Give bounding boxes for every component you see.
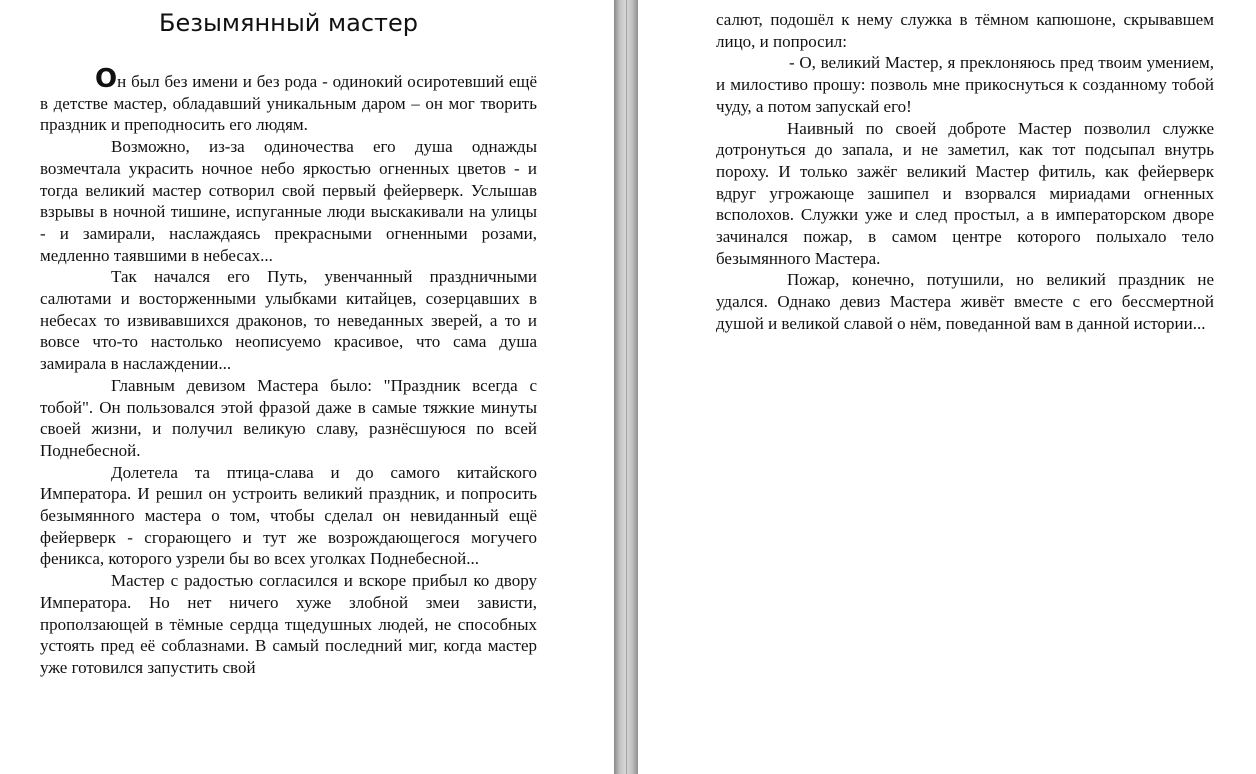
- right-page: [638, 0, 1256, 774]
- left-page-text: [40, 64, 537, 679]
- page-title: Безымянный мастер: [158, 9, 419, 37]
- page-gutter: [614, 0, 638, 774]
- paragraph: Долетела та птица-слава и до самого китайского Императора. И решил он устроить великий праздник, и попросить безымянного мастера о том, чтобы сделал он невиданный ещё фейерверк - сгорающего и тут же возрождающегося могучего феникса, которого узрели бы во всех уголках Поднебесной...: [40, 462, 537, 569]
- paragraph: Наивный по своей доброте Мастер позволил служке дотронуться до запала, и не заметил, как тот подсыпал внутрь пороху. И только зажёг великий Мастер фитиль, как фейерверк вдруг угрожающе зашипел и взорвался мириадами огненных всполохов. Служки уже и след простыл, а в императорском дворе зачинался пожар, в самом центре которого полыхало тело безымянного Мастера.: [716, 118, 1214, 268]
- left-page: [0, 0, 614, 774]
- paragraph: Пожар, конечно, потушили, но великий праздник не удался. Однако девиз Мастера живёт вместе с его бессмертной душой и великой славой о нём, поведанной вам в данной истории...: [716, 270, 1214, 333]
- paragraph: Так начался его Путь, увенчанный праздничными салютами и восторженными улыбками китайцев, созерцавших в небесах то извивавшихся драконов, то неведанных зверей, а то и вовсе что-то настолько неописуемо красивое, что сама душа замирала в наслаждении...: [40, 267, 537, 374]
- paragraph-continuation: салют, подошёл к нему служка в тёмном капюшоне, скрывавшем лицо, и попросил:: [716, 10, 1214, 51]
- paragraph: Мастер с радостью согласился и вскоре прибыл ко двору Императора. Но нет ничего хуже злобной змеи зависти, проползающей в тёмные сердца тщедушных людей, не способных устоять пред её соблазнами. В самый последний миг, когда мастер уже готовился запустить свой: [40, 571, 537, 677]
- paragraph: Возможно, из-за одиночества его душа однажды возмечтала украсить ночное небо яркостью огненных цветов - и тогда великий мастер сотворил свой первый фейерверк. Услышав взрывы в ночной тишине, испуганные люди выскакивали на улицы - и замирали, наслаждаясь прекрасными огненными розами, медленно таявшими в небесах...: [40, 137, 537, 265]
- right-page-text: [716, 9, 1214, 335]
- paragraph: Главным девизом Мастера было: "Праздник всегда с тобой". Он пользовался этой фразой даже в самые тяжкие минуты своей жизни, и получил великую славу, разнёсшуюся по всей Поднебесной.: [40, 375, 537, 460]
- paragraph-text: н был без имени и без рода - одинокий осиротевший ещё в детстве мастер, обладавший уникальным даром – он мог творить праздник и преподносить его людям.: [40, 72, 537, 135]
- drop-cap: О: [95, 64, 118, 94]
- paragraph: [40, 64, 537, 136]
- dialog-paragraph: - О, великий Мастер, я преклоняюсь пред твоим умением, и милостиво прошу: позволь мне прикоснуться к созданному тобой чуду, а потом запускай его!: [716, 53, 1214, 116]
